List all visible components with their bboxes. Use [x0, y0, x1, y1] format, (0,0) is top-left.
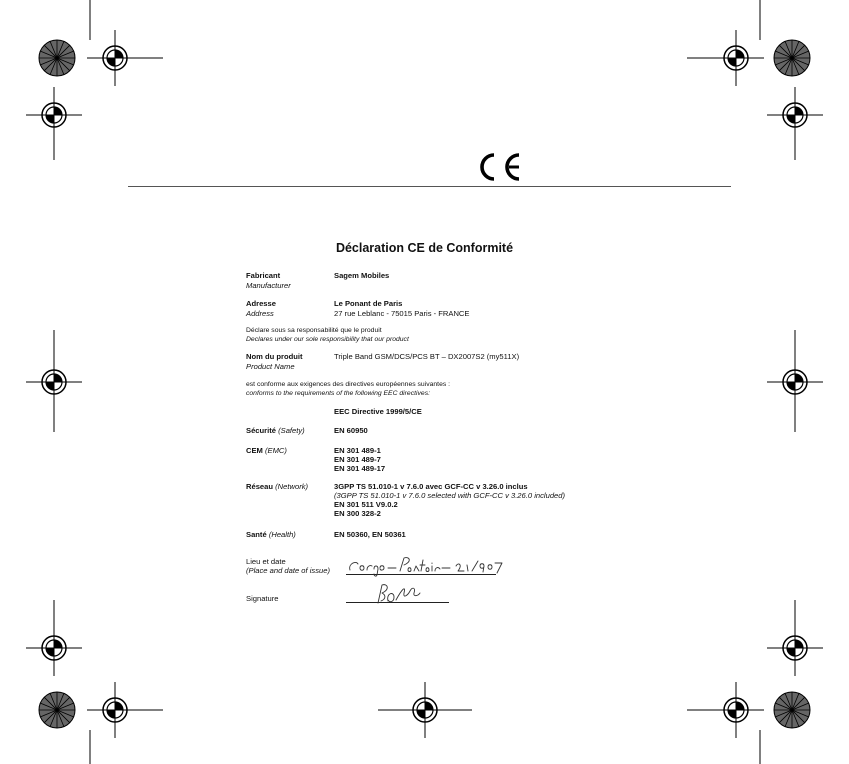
- conforms-fr: est conforme aux exigences des directives européennes suivantes :: [246, 381, 451, 388]
- health-value: EN 50360, EN 50361: [334, 530, 406, 539]
- network-line2: (3GPP TS 51.010-1 v 7.6.0 selected with GCF-CC v 3.26.0 included): [334, 491, 566, 500]
- address-line1: Le Ponant de Paris: [334, 299, 403, 308]
- emc-label: CEM: [246, 446, 263, 455]
- manufacturer-value: Sagem Mobiles: [334, 271, 390, 280]
- emc-value-1: EN 301 489-1: [334, 446, 381, 455]
- product-label-en: Product Name: [246, 362, 295, 371]
- ce-mark-logo: [474, 152, 522, 182]
- handwritten-signature: [372, 581, 424, 607]
- health-label-en: (Health): [268, 530, 296, 539]
- health-label: Santé: [246, 530, 267, 539]
- place-date-label: Lieu et date: [246, 557, 286, 566]
- emc-label-row: [246, 446, 287, 455]
- emc-value-3: EN 301 489-17: [334, 464, 386, 473]
- safety-label-row: [246, 426, 305, 435]
- emc-label-en: (EMC): [265, 446, 287, 455]
- header-rule: [128, 186, 731, 187]
- address-label: Adresse: [246, 299, 276, 308]
- page-title: Déclaration CE de Conformité: [335, 241, 514, 255]
- safety-value: EN 60950: [334, 426, 368, 435]
- network-line1: 3GPP TS 51.010-1 v 7.6.0 avec GCF-CC v 3.26.0 inclus: [334, 482, 528, 491]
- directive: EEC Directive 1999/5/CE: [334, 407, 422, 416]
- network-line4: EN 300 328-2: [334, 509, 381, 518]
- handwritten-place-date: [346, 556, 506, 578]
- health-label-row: [246, 530, 296, 539]
- declares-fr: Déclare sous sa responsabilité que le produit: [246, 327, 382, 334]
- manufacturer-label: Fabricant: [246, 271, 281, 280]
- place-date-label-en: (Place and date of issue): [246, 566, 331, 575]
- signature-label: Signature: [246, 594, 279, 603]
- network-line3: EN 301 511 V9.0.2: [334, 500, 398, 509]
- network-label-row: [246, 482, 308, 491]
- emc-value-2: EN 301 489-7: [334, 455, 381, 464]
- conforms-en: conforms to the requirements of the following EEC directives:: [246, 390, 430, 397]
- safety-label: Sécurité: [246, 426, 276, 435]
- safety-label-en: (Safety): [278, 426, 305, 435]
- address-line2: 27 rue Leblanc - 75015 Paris - FRANCE: [334, 309, 470, 318]
- network-label-en: (Network): [275, 482, 309, 491]
- product-value: Triple Band GSM/DCS/PCS BT – DX2007S2 (my511X): [334, 352, 520, 361]
- declares-en: Declares under our sole responsibility that our product: [246, 336, 409, 343]
- manufacturer-label-en: Manufacturer: [246, 281, 291, 290]
- address-label-en: Address: [246, 309, 274, 318]
- network-label: Réseau: [246, 482, 274, 491]
- product-label: Nom du produit: [246, 352, 303, 361]
